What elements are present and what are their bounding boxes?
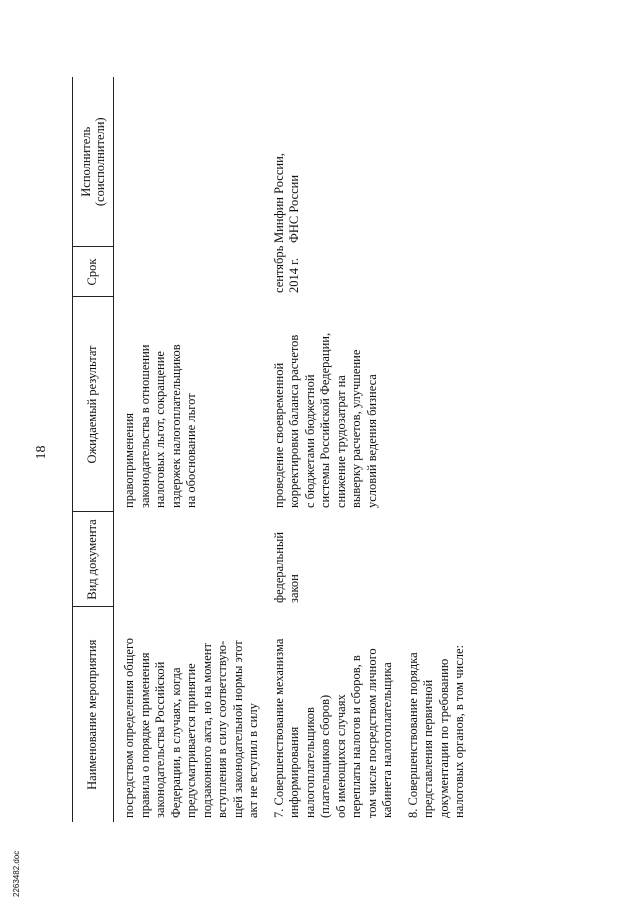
cell-text-line: правоприменения xyxy=(122,412,136,508)
expected-result-cell xyxy=(266,297,400,512)
cell-text-line: налоговых органов, в том числе: xyxy=(452,645,466,818)
cell-text-line: представления первичной xyxy=(421,679,435,818)
cell-text-line: условий ведения бизнеса xyxy=(364,374,379,508)
cell-text-line: снижение трудозатрат на xyxy=(333,375,348,508)
cell-text-line: законодательства Российской xyxy=(153,661,167,818)
measure-name-cell xyxy=(114,607,266,822)
table-row xyxy=(266,77,400,822)
table-row xyxy=(114,77,266,822)
term-cell xyxy=(114,247,266,297)
cell-text-line: вступления в силу соответствую- xyxy=(215,640,229,818)
cell-text-line: информирования xyxy=(287,726,301,818)
expected-result-cell xyxy=(400,297,472,512)
cell-text-line: предусматривается принятие xyxy=(184,663,198,818)
cell-text-line: 7. Совершенствование механизма xyxy=(271,638,286,818)
cell-text-line: налоговых льгот, сокращение xyxy=(153,351,167,508)
cell-text-line: на обоснование льгот xyxy=(184,393,198,508)
cell-text-line: системы Российской Федерации, xyxy=(318,332,332,508)
cell-text-line: федеральный xyxy=(271,531,286,603)
header-document-type: Вид документа xyxy=(73,512,114,607)
cell-text-line: 2014 г. xyxy=(287,258,301,293)
table-row xyxy=(400,77,472,822)
cell-text-line: акт не вступил в силу xyxy=(246,703,260,818)
executor-cell xyxy=(266,77,400,247)
header-expected-result: Ожидаемый результат xyxy=(73,297,114,512)
cell-text-line: 8. Совершенствование порядка xyxy=(405,652,420,818)
cell-text-line: щей законодательной нормы этот xyxy=(230,640,245,818)
cell-text-line: налогоплательщиков xyxy=(302,707,317,818)
executor-cell xyxy=(400,77,472,247)
table-header-row xyxy=(73,77,114,822)
document-type-cell xyxy=(400,512,472,607)
cell-text-line: Минфин России, xyxy=(271,153,286,243)
cell-text-line: издержек налогоплательщиков xyxy=(168,344,183,508)
cell-text-line: проведение своевременной xyxy=(271,362,286,508)
cell-text-line: сентябрь xyxy=(271,245,286,293)
header-executor: Исполнитель (соисполнители) xyxy=(73,77,114,247)
cell-text-line: (плательщиков сборов) xyxy=(318,694,332,818)
cell-text-line: правила о порядке применения xyxy=(137,652,152,818)
cell-text-line: подзаконного акта, но на момент xyxy=(199,643,214,818)
expected-result-cell xyxy=(114,297,266,512)
measure-name-cell xyxy=(400,607,472,822)
cell-text-line: Федерации, в случаях, когда xyxy=(168,667,183,818)
document-file-id: 2263482.doc xyxy=(12,850,21,897)
table-body xyxy=(114,77,472,822)
cell-text-line: том числе посредством личного xyxy=(364,648,379,818)
cell-text-line: кабинета налогоплательщика xyxy=(380,662,394,818)
term-cell xyxy=(400,247,472,297)
cell-text-line: ФНС России xyxy=(287,174,301,243)
cell-text-line: посредством определения общего xyxy=(122,637,136,818)
measures-table xyxy=(72,77,472,822)
header-measure-name: Наименование мероприятия xyxy=(73,607,114,822)
page-number: 18 xyxy=(34,445,49,460)
header-term: Срок xyxy=(73,247,114,297)
term-cell xyxy=(266,247,400,297)
cell-text-line: переплаты налогов и сборов, в xyxy=(349,655,363,818)
document-type-cell xyxy=(114,512,266,607)
cell-text-line: об имеющихся случаях xyxy=(333,694,348,818)
document-type-cell xyxy=(266,512,400,607)
cell-text-line: закон xyxy=(287,574,301,603)
cell-text-line: выверку расчетов, улучшение xyxy=(349,349,363,508)
cell-text-line: законодательства в отношении xyxy=(137,344,152,508)
cell-text-line: с бюджетами бюджетной xyxy=(302,374,317,508)
executor-cell xyxy=(114,77,266,247)
measure-name-cell xyxy=(266,607,400,822)
cell-text-line: корректировки баланса расчетов xyxy=(287,334,301,508)
cell-text-line: документации по требованию xyxy=(436,658,451,818)
